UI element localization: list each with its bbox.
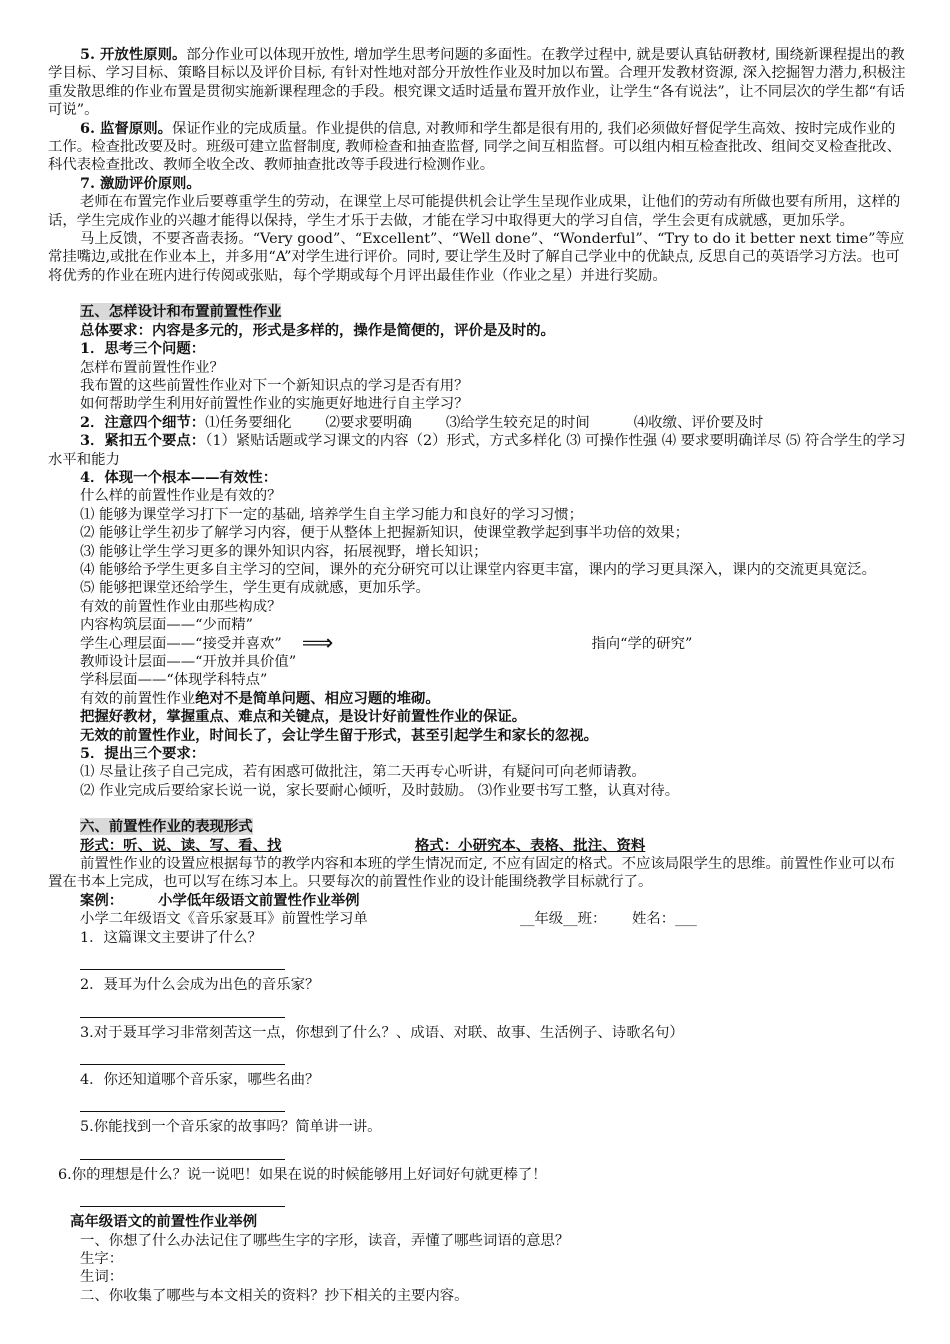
principle-6 [48, 120, 908, 175]
section-6-title-line [48, 818, 908, 836]
effectiveness-1: ⑴ 能够为课堂学习打下一定的基础, 培养学生自主学习能力和良好的学习习惯； [80, 506, 584, 523]
principle-7-para-1: 老师在布置完作业后要尊重学生的劳动，在课堂上尽可能提供机会让学生呈现作业成果，让他们的劳动有所做也要有所用，这样的话，学生完成作业的兴趣才能得以保持，学生才乐于去做，才能在学习中取得更大的学习自信，学生会更有成就感，更加乐学。 [48, 194, 901, 229]
details-line [48, 414, 908, 432]
note-3: 无效的前置性作业，时间长了，会让学生留于形式，甚至引起学生和家长的忽视。 [80, 726, 599, 744]
requirement-1: ⑴ 尽量让孩子自己完成，若有困惑可做批注，第二天再专心听讲，有疑问可向老师请教。 [80, 764, 646, 781]
form-label: 形式：听、说、读、写、看、找 [80, 836, 282, 854]
grade-class-field[interactable]: __年级__班： [520, 911, 607, 928]
section-6-desc: 前置性作业的设置应根据每节的教学内容和本班的学生情况而定, 不应有固定的格式。不应该局限学生的思维。前置性作业可以布置在书本上完成，也可以写在练习本上。只要每次的前置性作业的设计能围绕教学目标就行了。 [48, 856, 896, 891]
answer-line-1[interactable] [80, 957, 285, 970]
high-grade-chars: 生字： [80, 1250, 124, 1267]
section-5-overall: 总体要求：内容是多元的，形式是多样的，操作是简便的，评价是及时的。 [80, 321, 555, 339]
detail-1: ⑴任务要细化 [205, 414, 292, 431]
format-label: 格式：小研究本、表格、批注、资料 [415, 836, 646, 854]
effectiveness-question: 什么样的前置性作业是有效的？ [80, 488, 282, 505]
high-grade-title: 高年级语文的前置性作业举例 [70, 1213, 258, 1231]
section-6-title: 六、前置性作业的表现形式 [80, 818, 253, 836]
structure-teacher-level: 教师设计层面——“开放并具价值” [80, 654, 297, 670]
worksheet-header [48, 910, 908, 928]
structure-student-level: 学生心理层面——“接受并喜欢” [80, 635, 282, 652]
section-5-title: 五、怎样设计和布置前置性作业 [80, 303, 282, 321]
answer-line-5[interactable] [80, 1147, 285, 1160]
note-2: 把握好教材，掌握重点、难点和关键点，是设计好前置性作业的保证。 [80, 708, 527, 726]
effectiveness-heading: 4．体现一个根本——有效性： [80, 468, 278, 486]
right-arrow-icon: ⟹ [301, 630, 334, 656]
question-1: 怎样布置前置性作业？ [80, 359, 224, 376]
questions-heading: 1．思考三个问题： [80, 340, 206, 358]
key-points-text: （1）紧贴话题或学习课文的内容（2）形式，方式多样化 ⑶ 可操作性强 ⑷ 要求要明确详尽 ⑸ 符合学生的学习水平和能力 [48, 433, 906, 468]
principle-5-heading: 5. 开放性原则。 [80, 46, 187, 63]
worksheet-q4: 4．你还知道哪个音乐家，哪些名曲？ [80, 1071, 320, 1088]
details-heading: 2．注意四个细节： [80, 413, 206, 431]
principle-6-text: 保证作业的完成质量。作业提供的信息, 对教师和学生都是很有用的, 我们必须做好督促学生高效、按时完成作业的工作。检查批改要及时。班级可建立监督制度, 教师检查和抽查监督, 同学之间互相监督。可以组内相互检查批改、组间交叉检查批改、科代表检查批改、教师全收全改、教师抽查批改等手段进行检测作业。 [48, 120, 901, 174]
high-grade-q2: 二、你收集了哪些与本文相关的资料？抄下相关的主要内容。 [80, 1287, 469, 1304]
effectiveness-2: ⑵ 能够让学生初步了解学习内容，便于从整体上把握新知识，使课堂教学起到事半功倍的效果； [80, 525, 689, 542]
question-2: 我布置的这些前置性作业对下一个新知识点的学习是否有用？ [80, 377, 469, 394]
structure-subject-level: 学科层面——“体现学科特点” [80, 672, 268, 689]
structure-target: 指向“学的研究” [591, 635, 693, 652]
form-format-line [48, 837, 908, 855]
note-1-plain: 有效的前置性作业 [80, 690, 196, 707]
effectiveness-3: ⑶ 能够让学生学习更多的课外知识内容，拓展视野，增长知识； [80, 543, 488, 560]
worksheet-q5: 5.你能找到一个音乐家的故事吗？简单讲一讲。 [80, 1119, 382, 1136]
high-grade-q1: 一、你想了什么办法记住了哪些生字的字形，读音，弄懂了哪些词语的意思？ [80, 1232, 570, 1249]
answer-line-6[interactable] [80, 1194, 285, 1207]
principle-6-heading: 6. 监督原则。 [80, 119, 172, 137]
answer-line-2[interactable] [80, 1005, 285, 1018]
effectiveness-5: ⑸ 能够把课堂还给学生，学生更有成就感，更加乐学。 [80, 580, 430, 597]
worksheet-q3: 3.对于聂耳学习非常刻苦这一点，你想到了什么？、成语、对联、故事、生活例子、诗歌名句） [80, 1024, 684, 1041]
case-line [48, 892, 908, 910]
detail-2: ⑵要求要明确 [325, 414, 412, 431]
answer-line-3[interactable] [80, 1052, 285, 1065]
case-title: 小学低年级语文前置性作业举例 [158, 891, 360, 909]
worksheet-q6: 6.你的理想是什么？说一说吧！如果在说的时候能够用上好词好句就更棒了！ [58, 1166, 547, 1183]
effective-structure-question: 有效的前置性作业由那些构成？ [80, 598, 282, 615]
detail-3: ⑶给学生较充足的时间 [445, 414, 590, 431]
student-name-field[interactable]: 姓名：___ [632, 911, 697, 928]
structure-content-level: 内容构筑层面——“少而精” [80, 617, 254, 634]
high-grade-words: 生词： [80, 1269, 124, 1286]
worksheet-q1: 1．这篇课文主要讲了什么？ [80, 929, 262, 946]
structure-student-line [48, 630, 908, 656]
detail-4: ⑷收缴、评价要及时 [633, 414, 764, 431]
effectiveness-4: ⑷ 能够给予学生更多自主学习的空间，课外的充分研究可以让课堂内容更丰富，课内的学习更具深入，课内的交流更具宽泛。 [80, 561, 877, 578]
key-points [48, 432, 908, 469]
case-label: 案例： [80, 891, 124, 909]
requirement-2: ⑵ 作业完成后要给家长说一说，家长要耐心倾听，及时鼓励。 ⑶作业要书写工整，认真对待。 [80, 782, 680, 799]
document-page [48, 46, 908, 1305]
section-5-title-line [48, 303, 908, 321]
principle-7-para-2: 马上反馈，不要吝啬表扬。“Very good”、“Excellent”、“Well done”、“Wonderful”、“Try to do it better next time”等应常挂嘴边,或批在作业本上，并多用“A”对学生进行评价。同时, 要让学生及时了解自己学业中的优缺点, 反思自己的英语学习方法。也可将优秀的作业在班内进行传阅或张贴，每个学期或每个月评出最佳作业（作业之星）并进行奖励。 [48, 231, 905, 284]
answer-line-4[interactable] [80, 1099, 285, 1112]
question-3: 如何帮助学生利用好前置性作业的实施更好地进行自主学习？ [80, 396, 469, 413]
note-1 [48, 690, 908, 708]
principle-7-heading: 7. 激励评价原则。 [80, 174, 201, 192]
requirements-heading: 5．提出三个要求： [80, 745, 206, 763]
note-1-bold: 绝对不是简单问题、相应习题的堆砌。 [195, 689, 440, 707]
worksheet-q2: 2．聂耳为什么会成为出色的音乐家？ [80, 977, 320, 994]
principle-5 [48, 46, 908, 120]
principle-5-text: 部分作业可以体现开放性, 增加学生思考问题的多面性。在教学过程中, 就是要认真钻研教材, 围绕新课程提出的教学目标、学习目标、策略目标以及评价目标, 有针对性地对部分开放性作业及时加以布置。合理开发教材资源, 深入挖掘智力潜力,积极注重发散思维的作业布置是贯彻实施新课程理念的手段。根究课文适时适量布置开放作业，让学生“各有说法”，让不同层次的学生都“有话可说”。 [48, 47, 906, 119]
key-points-heading: 3．紧扣五个要点： [80, 432, 206, 450]
worksheet-title: 小学二年级语文《音乐家聂耳》前置性学习单 [80, 911, 368, 928]
